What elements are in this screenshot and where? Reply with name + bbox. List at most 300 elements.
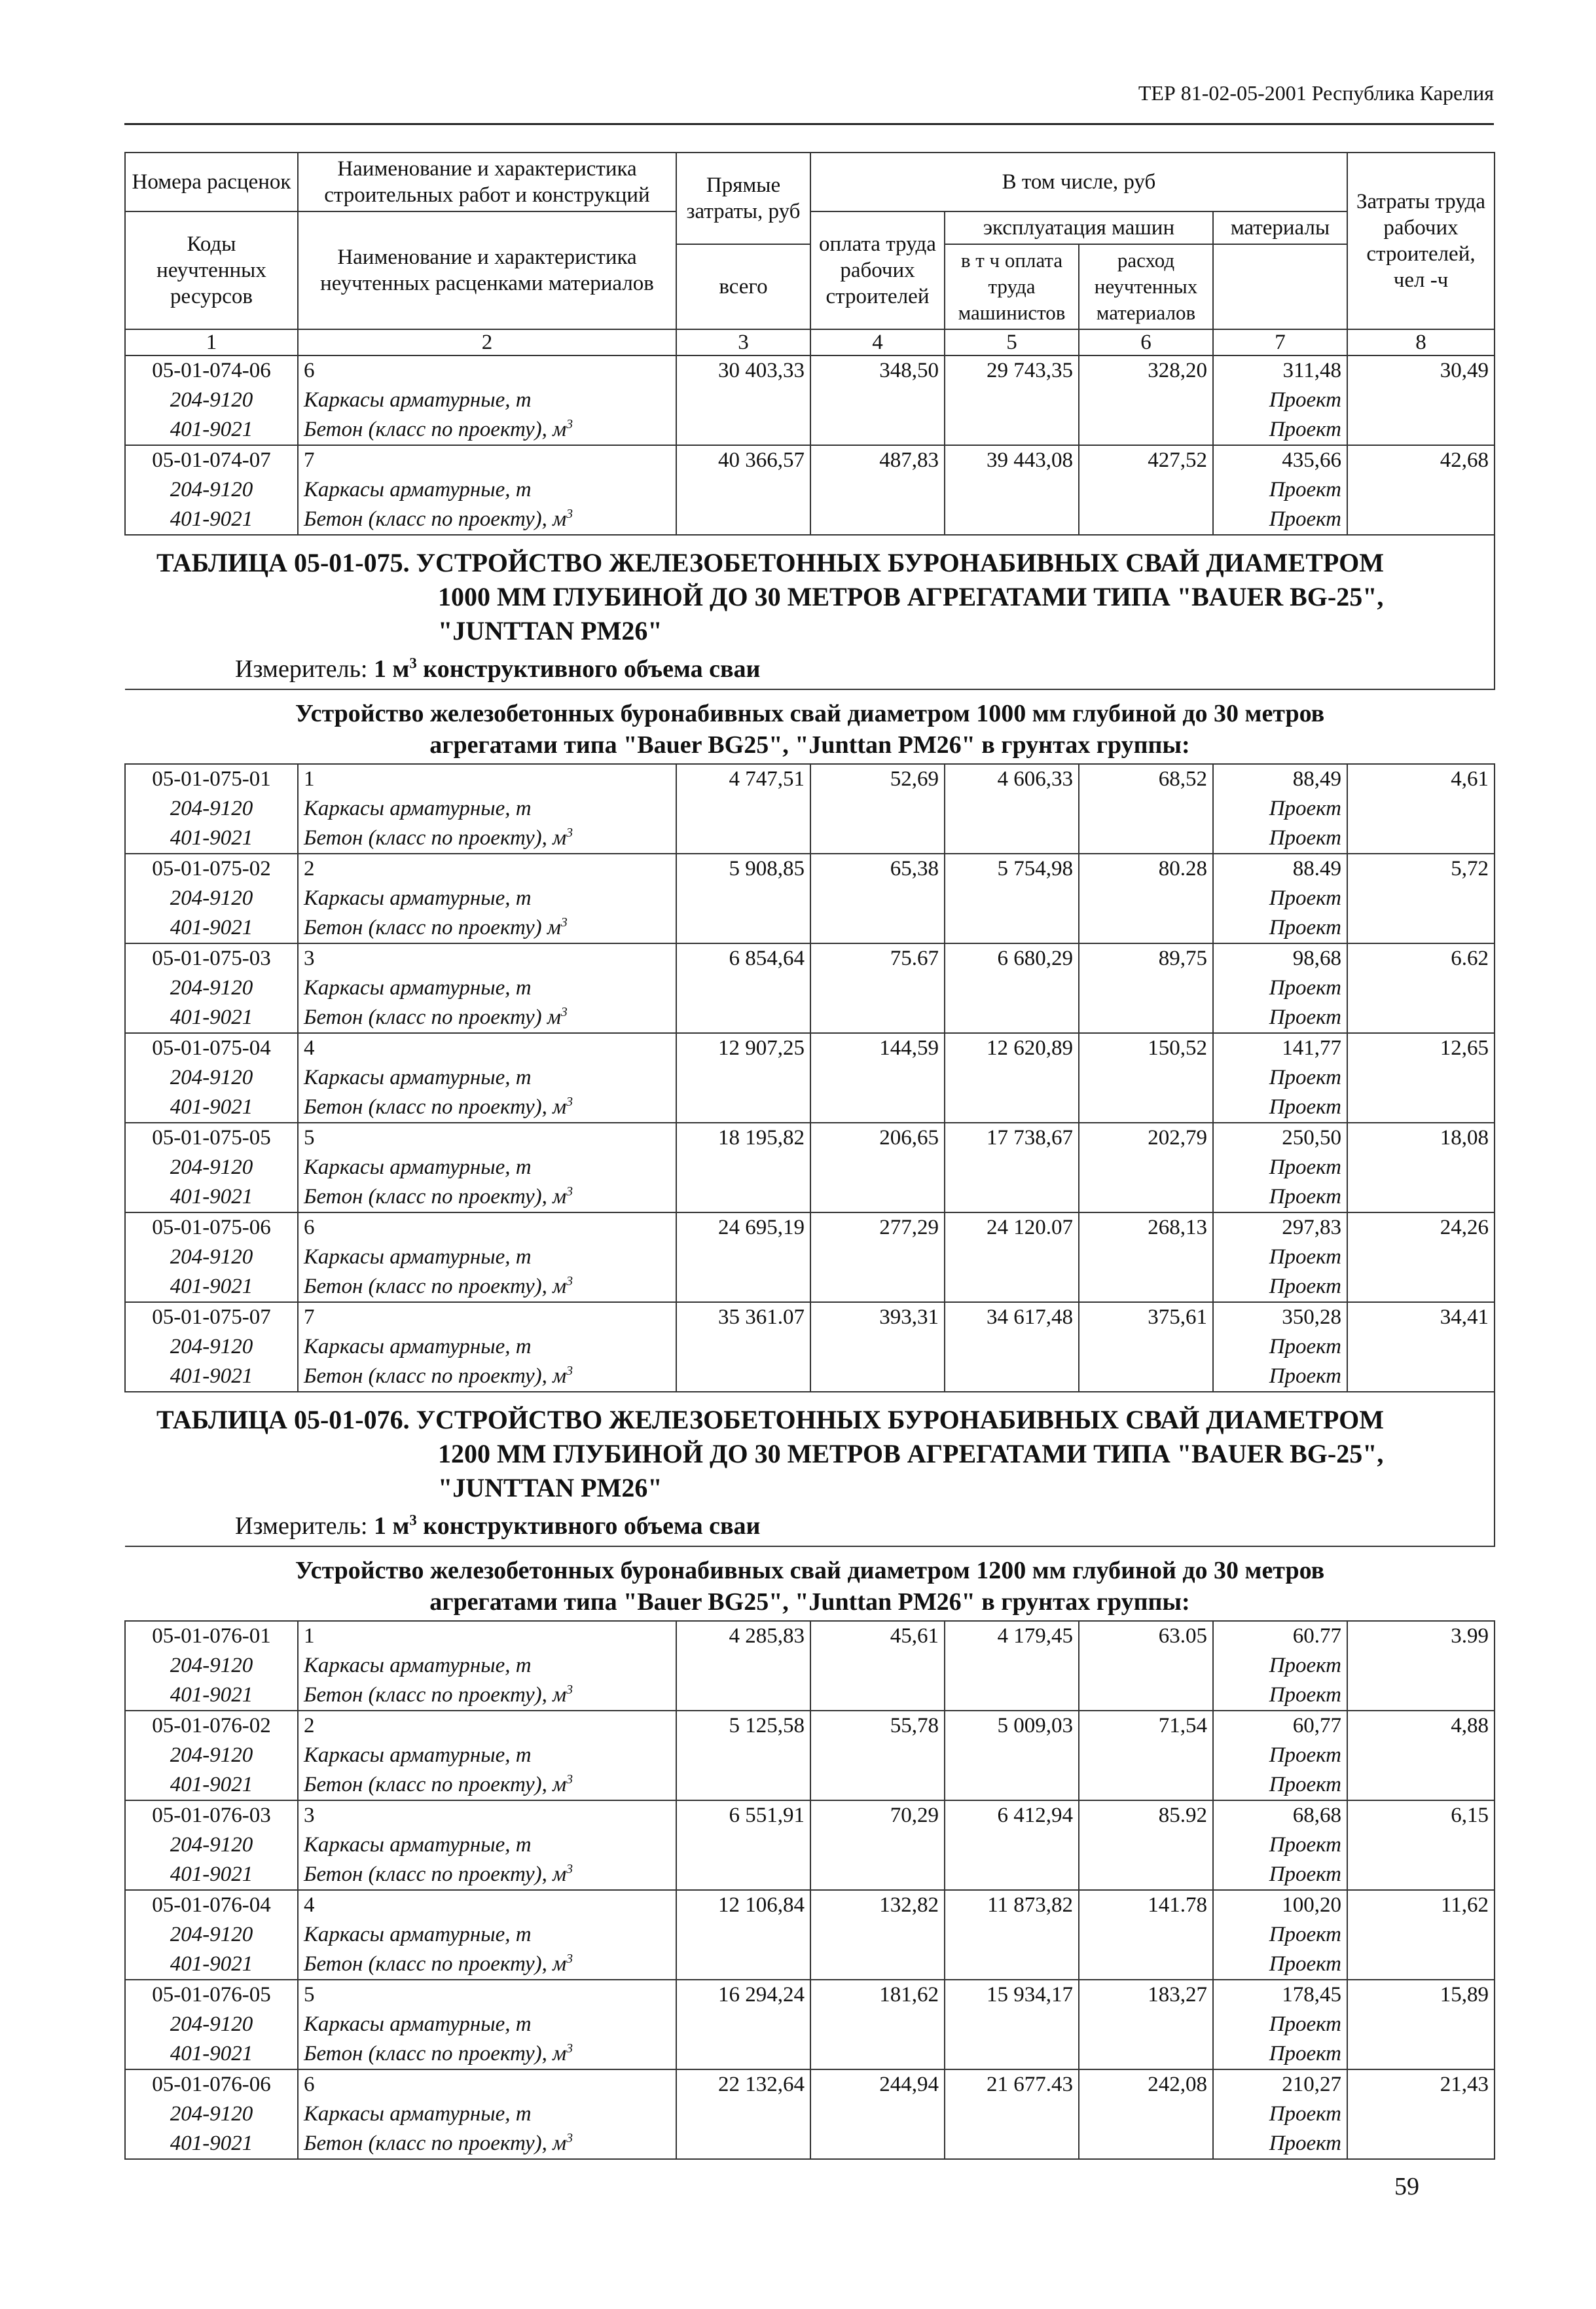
materials-cost: 88.49 (1213, 854, 1347, 884)
resource-code: 401-9021 (125, 1860, 298, 1890)
resource-project: Проект (1213, 913, 1347, 943)
header-machines-total: всего (676, 244, 810, 329)
resource-name: Каркасы арматурные, т (298, 475, 676, 505)
machines-total: 6 412,94 (945, 1800, 1079, 1890)
resource-code: 204-9120 (125, 2010, 298, 2039)
resource-label: Бетон (класс по проекту), м (304, 418, 567, 441)
machinist-wage: 85.92 (1079, 1800, 1213, 1890)
resource-name (298, 2129, 676, 2159)
labor-cost: 4,88 (1347, 1711, 1495, 1800)
table-76-body (125, 1621, 1495, 2159)
header-direct: Прямые затраты, руб (676, 153, 810, 244)
labor-cost: 42,68 (1347, 445, 1495, 535)
table-row (125, 854, 1495, 884)
labor-cost: 3.99 (1347, 1621, 1495, 1711)
header-mach-wage: в т ч оплата труда машинистов (945, 244, 1079, 329)
rate-code: 05-01-076-06 (125, 2069, 298, 2100)
resource-label: Бетон (класс по проекту), м (304, 507, 567, 531)
resource-name (298, 1182, 676, 1212)
table-76-group (130, 1547, 1489, 1620)
rate-code: 05-01-076-05 (125, 1980, 298, 2010)
cube-sup: 3 (566, 417, 573, 431)
rate-code: 05-01-075-05 (125, 1123, 298, 1153)
table-row (125, 1890, 1495, 1920)
wage-cost: 65,38 (810, 854, 945, 943)
resource-project: Проект (1213, 1093, 1347, 1123)
rate-code: 05-01-076-03 (125, 1800, 298, 1830)
resource-project: Проект (1213, 1272, 1347, 1302)
resource-name (298, 2039, 676, 2069)
direct-cost: 6 551,91 (676, 1800, 810, 1890)
header-labor: Затраты труда рабочих строителей, чел -ч (1347, 153, 1495, 329)
resource-name: Каркасы арматурные, т (298, 1243, 676, 1272)
wage-cost: 181,62 (810, 1980, 945, 2069)
rate-name: 5 (298, 1123, 676, 1153)
header-incl: В том числе, руб (810, 153, 1347, 211)
resource-code: 401-9021 (125, 913, 298, 943)
cube-sup: 3 (566, 1952, 573, 1966)
resource-name (298, 1860, 676, 1890)
table-75-heading (125, 535, 1495, 764)
measure-tail: конструктивного объема сваи (423, 655, 761, 683)
table-row (125, 1711, 1495, 1741)
resource-project: Проект (1213, 1741, 1347, 1770)
cube-sup: 3 (566, 1682, 573, 1697)
rate-code: 05-01-076-01 (125, 1621, 298, 1651)
resource-code: 204-9120 (125, 1920, 298, 1950)
page-number: 59 (1394, 2173, 1419, 2200)
col-num: 7 (1213, 329, 1347, 355)
resource-label: Бетон (класс по проекту), м (304, 1185, 567, 1209)
resource-project: Проект (1213, 386, 1347, 415)
rate-code: 05-01-075-01 (125, 764, 298, 794)
resource-project: Проект (1213, 1063, 1347, 1093)
resource-project: Проект (1213, 1920, 1347, 1950)
cube-sup: 3 (566, 1772, 573, 1787)
resource-name: Каркасы арматурные, т (298, 1920, 676, 1950)
wage-cost: 206,65 (810, 1123, 945, 1212)
resource-name: Каркасы арматурные, т (298, 1651, 676, 1681)
resource-code: 401-9021 (125, 1950, 298, 1980)
cube-sup: 3 (566, 1274, 573, 1288)
materials-cost: 297,83 (1213, 1212, 1347, 1243)
resource-project: Проект (1213, 1243, 1347, 1272)
resource-label: Бетон (класс по проекту), м (304, 826, 567, 850)
machines-total: 4 606,33 (945, 764, 1079, 854)
resource-project: Проект (1213, 1830, 1347, 1860)
group-line-1: Устройство железобетонных буронабивных свай диаметром 1000 мм глубиной до 30 метров (295, 700, 1325, 727)
header-machines: эксплуатация машин (945, 211, 1213, 244)
resource-code: 401-9021 (125, 1362, 298, 1392)
rate-name: 2 (298, 1711, 676, 1741)
resource-project: Проект (1213, 1362, 1347, 1392)
cube-sup: 3 (566, 826, 573, 840)
resource-project: Проект (1213, 824, 1347, 854)
machines-total: 39 443,08 (945, 445, 1079, 535)
resource-name (298, 1681, 676, 1711)
resource-name (298, 1272, 676, 1302)
rate-code: 05-01-074-07 (125, 445, 298, 475)
machinist-wage: 427,52 (1079, 445, 1213, 535)
machinist-wage: 202,79 (1079, 1123, 1213, 1212)
resource-project: Проект (1213, 505, 1347, 535)
cube-sup: 3 (566, 1862, 573, 1876)
cube-sup: 3 (566, 1184, 573, 1199)
materials-cost: 178,45 (1213, 1980, 1347, 2010)
resource-code: 401-9021 (125, 1003, 298, 1033)
resource-project: Проект (1213, 475, 1347, 505)
wage-cost: 393,31 (810, 1302, 945, 1392)
table-76-heading (125, 1392, 1495, 1621)
resource-name: Каркасы арматурные, т (298, 1830, 676, 1860)
resource-label: Бетон (класс по проекту) м (304, 1006, 561, 1029)
table-row (125, 1212, 1495, 1243)
machinist-wage: 183,27 (1079, 1980, 1213, 2069)
resource-name: Каркасы арматурные, т (298, 1741, 676, 1770)
resource-code: 204-9120 (125, 884, 298, 913)
materials-cost: 210,27 (1213, 2069, 1347, 2100)
header-numbers: Номера расценок (125, 153, 298, 211)
table-75-measure (130, 653, 1489, 689)
materials-cost: 311,48 (1213, 355, 1347, 386)
table-75-group (130, 690, 1489, 763)
rate-code: 05-01-075-06 (125, 1212, 298, 1243)
table-row (125, 764, 1495, 794)
table-row (125, 1123, 1495, 1153)
direct-cost: 40 366,57 (676, 445, 810, 535)
machines-total: 6 680,29 (945, 943, 1079, 1033)
resource-project: Проект (1213, 1681, 1347, 1711)
materials-cost: 68,68 (1213, 1800, 1347, 1830)
col-num: 3 (676, 329, 810, 355)
labor-cost: 11,62 (1347, 1890, 1495, 1980)
resource-code: 401-9021 (125, 1182, 298, 1212)
machines-total: 24 120.07 (945, 1212, 1079, 1302)
resource-code: 401-9021 (125, 505, 298, 535)
resource-label: Бетон (класс по проекту) м (304, 916, 561, 939)
title-line-2: 1200 ММ ГЛУБИНОЙ ДО 30 МЕТРОВ АГРЕГАТАМИ ТИПА "BAUER BG-25", (438, 1439, 1384, 1468)
resource-name: Каркасы арматурные, т (298, 2010, 676, 2039)
header-mat-cons: расход неучтенных материалов (1079, 244, 1213, 329)
title-line-3: "JUNTTAN PM26" (438, 1473, 662, 1502)
resource-code: 204-9120 (125, 386, 298, 415)
rate-code: 05-01-075-07 (125, 1302, 298, 1332)
title-line-1: ТАБЛИЦА 05-01-076. УСТРОЙСТВО ЖЕЛЕЗОБЕТОННЫХ БУРОНАБИВНЫХ СВАЙ ДИАМЕТРОМ (156, 1405, 1384, 1434)
resource-name: Каркасы арматурные, т (298, 1332, 676, 1362)
resource-code: 204-9120 (125, 1741, 298, 1770)
wage-cost: 277,29 (810, 1212, 945, 1302)
rate-name: 6 (298, 355, 676, 386)
materials-cost: 100,20 (1213, 1890, 1347, 1920)
cube-sup: 3 (566, 1364, 573, 1378)
table-row (125, 1033, 1495, 1063)
materials-cost: 435,66 (1213, 445, 1347, 475)
wage-cost: 144,59 (810, 1033, 945, 1123)
table-75-title (130, 536, 1489, 653)
header-name-res: Наименование и характеристика неучтенных расценками материалов (298, 211, 676, 329)
resource-name: Каркасы арматурные, т (298, 2100, 676, 2129)
resource-label: Бетон (класс по проекту), м (304, 1683, 567, 1707)
resource-code: 204-9120 (125, 973, 298, 1003)
direct-cost: 30 403,33 (676, 355, 810, 445)
rate-code: 05-01-075-04 (125, 1033, 298, 1063)
resource-code: 204-9120 (125, 794, 298, 824)
resource-code: 204-9120 (125, 1332, 298, 1362)
machinist-wage: 375,61 (1079, 1302, 1213, 1392)
rate-code: 05-01-074-06 (125, 355, 298, 386)
rate-code: 05-01-076-04 (125, 1890, 298, 1920)
resource-name: Каркасы арматурные, т (298, 1063, 676, 1093)
resource-label: Бетон (класс по проекту), м (304, 1952, 567, 1976)
resource-name (298, 1362, 676, 1392)
resource-code: 204-9120 (125, 1830, 298, 1860)
resource-project: Проект (1213, 1770, 1347, 1800)
wage-cost: 487,83 (810, 445, 945, 535)
direct-cost: 4 747,51 (676, 764, 810, 854)
measure-label: Измеритель: (235, 655, 368, 683)
resource-label: Бетон (класс по проекту), м (304, 1364, 567, 1388)
resource-project: Проект (1213, 1153, 1347, 1182)
machinist-wage: 328,20 (1079, 355, 1213, 445)
rate-code: 05-01-075-02 (125, 854, 298, 884)
resource-project: Проект (1213, 2100, 1347, 2129)
table-row (125, 2069, 1495, 2100)
wage-cost: 70,29 (810, 1800, 945, 1890)
resource-project: Проект (1213, 415, 1347, 445)
resource-project: Проект (1213, 1950, 1347, 1980)
resource-code: 204-9120 (125, 2100, 298, 2129)
resource-name (298, 824, 676, 854)
table-76-measure (130, 1510, 1489, 1546)
resource-code: 401-9021 (125, 824, 298, 854)
materials-cost: 60.77 (1213, 1621, 1347, 1651)
machines-total: 15 934,17 (945, 1980, 1079, 2069)
resource-name: Каркасы арматурные, т (298, 1153, 676, 1182)
resource-label: Бетон (класс по проекту), м (304, 1773, 567, 1796)
col-num: 5 (945, 329, 1079, 355)
direct-cost: 22 132,64 (676, 2069, 810, 2159)
resource-project: Проект (1213, 1003, 1347, 1033)
wage-cost: 45,61 (810, 1621, 945, 1711)
direct-cost: 5 908,85 (676, 854, 810, 943)
machines-total: 34 617,48 (945, 1302, 1079, 1392)
materials-cost: 98,68 (1213, 943, 1347, 973)
table-76-title (130, 1392, 1489, 1510)
col-num: 1 (125, 329, 298, 355)
resource-project: Проект (1213, 2039, 1347, 2069)
resource-name (298, 1093, 676, 1123)
direct-cost: 12 907,25 (676, 1033, 810, 1123)
col-num: 6 (1079, 329, 1213, 355)
machinist-wage: 80.28 (1079, 854, 1213, 943)
machines-total: 17 738,67 (945, 1123, 1079, 1212)
resource-code: 204-9120 (125, 1153, 298, 1182)
machines-total: 5 009,03 (945, 1711, 1079, 1800)
machines-total: 12 620,89 (945, 1033, 1079, 1123)
machinist-wage: 68,52 (1079, 764, 1213, 854)
table-row (125, 445, 1495, 475)
labor-cost: 6,15 (1347, 1800, 1495, 1890)
resource-code: 401-9021 (125, 1770, 298, 1800)
column-number-row (125, 329, 1495, 355)
resource-project: Проект (1213, 973, 1347, 1003)
rate-name: 4 (298, 1033, 676, 1063)
rate-name: 6 (298, 1212, 676, 1243)
labor-cost: 6.62 (1347, 943, 1495, 1033)
cube-sup: 3 (566, 507, 573, 521)
resource-name: Каркасы арматурные, т (298, 386, 676, 415)
measure-tail: конструктивного объема сваи (423, 1512, 761, 1540)
machinist-wage: 89,75 (1079, 943, 1213, 1033)
resource-name (298, 505, 676, 535)
materials-cost: 60,77 (1213, 1711, 1347, 1741)
machinist-wage: 242,08 (1079, 2069, 1213, 2159)
group-line-1: Устройство железобетонных буронабивных свай диаметром 1200 мм глубиной до 30 метров (295, 1557, 1325, 1584)
rate-name: 2 (298, 854, 676, 884)
resource-code: 401-9021 (125, 415, 298, 445)
rate-name: 3 (298, 943, 676, 973)
labor-cost: 12,65 (1347, 1033, 1495, 1123)
resource-name: Каркасы арматурные, т (298, 794, 676, 824)
table-75-body (125, 764, 1495, 1392)
resource-project: Проект (1213, 2129, 1347, 2159)
table-row (125, 1621, 1495, 1651)
resource-project: Проект (1213, 1182, 1347, 1212)
table-body-top (125, 355, 1495, 535)
labor-cost: 15,89 (1347, 1980, 1495, 2069)
cube-sup: 3 (560, 1005, 568, 1019)
header-rule (124, 123, 1494, 125)
direct-cost: 35 361.07 (676, 1302, 810, 1392)
resource-name (298, 913, 676, 943)
machinist-wage: 150,52 (1079, 1033, 1213, 1123)
header-wage: оплата труда рабочих строителей (810, 211, 945, 329)
resource-label: Бетон (класс по проекту), м (304, 2042, 567, 2065)
resource-name (298, 1950, 676, 1980)
rate-code: 05-01-076-02 (125, 1711, 298, 1741)
resource-project: Проект (1213, 1651, 1347, 1681)
materials-cost: 141,77 (1213, 1033, 1347, 1063)
wage-cost: 52,69 (810, 764, 945, 854)
col-num: 4 (810, 329, 945, 355)
resource-label: Бетон (класс по проекту), м (304, 1863, 567, 1886)
table-row (125, 355, 1495, 386)
cube-sup: 3 (409, 1512, 417, 1529)
machines-total: 29 743,35 (945, 355, 1079, 445)
wage-cost: 75.67 (810, 943, 945, 1033)
direct-cost: 12 106,84 (676, 1890, 810, 1980)
title-line-3: "JUNTTAN PM26" (438, 616, 662, 645)
resource-code: 204-9120 (125, 1651, 298, 1681)
labor-cost: 4,61 (1347, 764, 1495, 854)
title-line-1: ТАБЛИЦА 05-01-075. УСТРОЙСТВО ЖЕЛЕЗОБЕТОННЫХ БУРОНАБИВНЫХ СВАЙ ДИАМЕТРОМ (156, 548, 1384, 577)
table-header (125, 153, 1495, 355)
resource-code: 401-9021 (125, 1093, 298, 1123)
table-row (125, 1800, 1495, 1830)
labor-cost: 21,43 (1347, 2069, 1495, 2159)
resource-name (298, 415, 676, 445)
measure-value: 1 м (374, 1512, 410, 1540)
rate-name: 5 (298, 1980, 676, 2010)
labor-cost: 34,41 (1347, 1302, 1495, 1392)
wage-cost: 348,50 (810, 355, 945, 445)
resource-code: 401-9021 (125, 1272, 298, 1302)
document-header: ТЕР 81-02-05-2001 Республика Карелия (1138, 81, 1494, 105)
cube-sup: 3 (566, 2131, 573, 2145)
direct-cost: 24 695,19 (676, 1212, 810, 1302)
resource-name: Каркасы арматурные, т (298, 973, 676, 1003)
wage-cost: 132,82 (810, 1890, 945, 1980)
resource-label: Бетон (класс по проекту), м (304, 2132, 567, 2155)
resource-code: 401-9021 (125, 2039, 298, 2069)
direct-cost: 16 294,24 (676, 1980, 810, 2069)
table-row (125, 943, 1495, 973)
rate-name: 1 (298, 764, 676, 794)
resource-name: Каркасы арматурные, т (298, 884, 676, 913)
machines-total: 4 179,45 (945, 1621, 1079, 1711)
cube-sup: 3 (560, 915, 568, 930)
materials-cost: 350,28 (1213, 1302, 1347, 1332)
resource-name (298, 1770, 676, 1800)
resource-code: 204-9120 (125, 1243, 298, 1272)
measure-label: Измеритель: (235, 1512, 368, 1540)
machines-total: 11 873,82 (945, 1890, 1079, 1980)
materials-cost: 250,50 (1213, 1123, 1347, 1153)
direct-cost: 6 854,64 (676, 943, 810, 1033)
labor-cost: 18,08 (1347, 1123, 1495, 1212)
resource-project: Проект (1213, 884, 1347, 913)
cube-sup: 3 (566, 2041, 573, 2056)
machinist-wage: 141.78 (1079, 1890, 1213, 1980)
resource-project: Проект (1213, 1860, 1347, 1890)
direct-cost: 5 125,58 (676, 1711, 810, 1800)
labor-cost: 5,72 (1347, 854, 1495, 943)
resource-project: Проект (1213, 794, 1347, 824)
rate-name: 7 (298, 445, 676, 475)
table-row (125, 1302, 1495, 1332)
resource-code: 401-9021 (125, 2129, 298, 2159)
rate-code: 05-01-075-03 (125, 943, 298, 973)
col-num: 2 (298, 329, 676, 355)
rate-name: 4 (298, 1890, 676, 1920)
labor-cost: 24,26 (1347, 1212, 1495, 1302)
resource-code: 204-9120 (125, 1063, 298, 1093)
resource-label: Бетон (класс по проекту), м (304, 1275, 567, 1298)
wage-cost: 244,94 (810, 2069, 945, 2159)
machines-total: 5 754,98 (945, 854, 1079, 943)
wage-cost: 55,78 (810, 1711, 945, 1800)
direct-cost: 18 195,82 (676, 1123, 810, 1212)
resource-project: Проект (1213, 1332, 1347, 1362)
group-line-2: агрегатами типа "Bauer BG25", "Junttan PM26" в грунтах группы: (429, 1588, 1190, 1616)
rate-name: 3 (298, 1800, 676, 1830)
rate-name: 6 (298, 2069, 676, 2100)
rate-name: 7 (298, 1302, 676, 1332)
header-codes: Коды неучтенных ресурсов (125, 211, 298, 329)
rate-name: 1 (298, 1621, 676, 1651)
direct-cost: 4 285,83 (676, 1621, 810, 1711)
materials-cost: 88,49 (1213, 764, 1347, 794)
col-num: 8 (1347, 329, 1495, 355)
resource-code: 204-9120 (125, 475, 298, 505)
estimate-table (124, 152, 1495, 2160)
measure-value: 1 м (374, 655, 410, 683)
cube-sup: 3 (409, 655, 417, 672)
machinist-wage: 63.05 (1079, 1621, 1213, 1711)
header-materials: материалы (1213, 211, 1347, 244)
cube-sup: 3 (566, 1095, 573, 1109)
resource-label: Бетон (класс по проекту), м (304, 1095, 567, 1119)
